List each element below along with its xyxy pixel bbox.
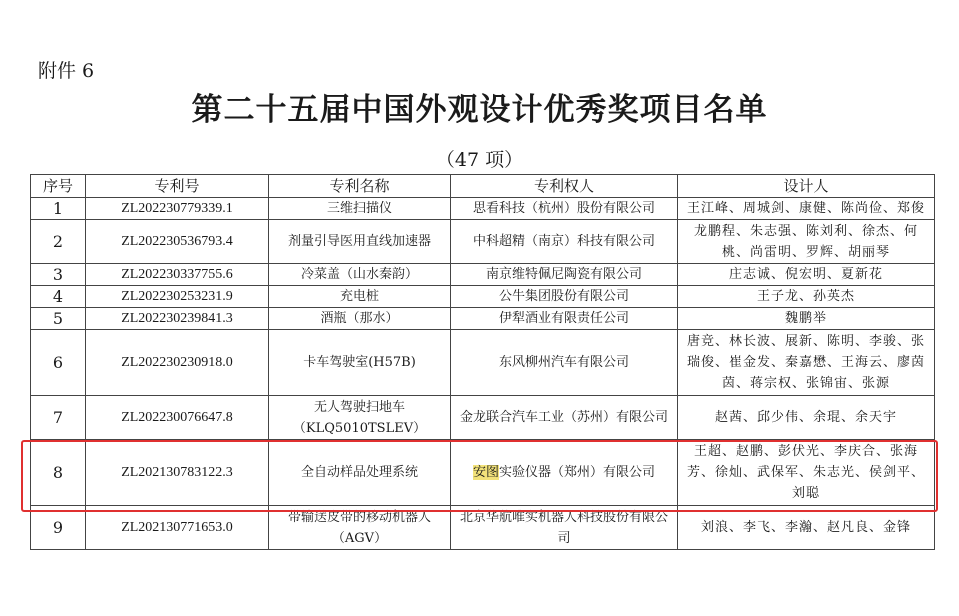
table-row [31, 286, 935, 308]
cell-patent-name: 卡车驾驶室(H57B) [269, 330, 451, 396]
header-patent-no: 专利号 [86, 175, 269, 198]
owner-text: 实验仪器（郑州）有限公司 [499, 465, 656, 480]
cell-patent-name: 充电桩 [269, 286, 451, 308]
cell-patent-no: ZL202230337755.6 [86, 264, 269, 286]
highlighted-text: 安图 [472, 465, 499, 480]
cell-owner: 中科超精（南京）科技有限公司 [451, 220, 678, 264]
cell-owner [451, 440, 678, 506]
cell-owner: 北京华航唯实机器人科技股份有限公司 [451, 506, 678, 550]
cell-owner: 金龙联合汽车工业（苏州）有限公司 [451, 396, 678, 440]
table-row [31, 198, 935, 220]
cell-owner: 思看科技（杭州）股份有限公司 [451, 198, 678, 220]
table-row [31, 396, 935, 440]
cell-seq: 2 [31, 220, 86, 264]
table-row [31, 308, 935, 330]
cell-seq: 1 [31, 198, 86, 220]
table-row [31, 264, 935, 286]
header-patent-name: 专利名称 [269, 175, 451, 198]
cell-designers: 唐竞、林长波、展新、陈明、李骏、张瑞俊、崔金发、秦嘉懋、王海云、廖茵茵、蒋宗权、张锦宙、张源 [678, 330, 935, 396]
cell-patent-name: 无人驾驶扫地车（KLQ5010TSLEV） [269, 396, 451, 440]
cell-patent-name: 三维扫描仪 [269, 198, 451, 220]
cell-patent-no: ZL202230239841.3 [86, 308, 269, 330]
item-count: （47 项） [435, 149, 524, 171]
cell-designers: 王江峰、周城剑、康健、陈尚俭、郑俊 [678, 198, 935, 220]
cell-patent-no: ZL202230536793.4 [86, 220, 269, 264]
cell-seq: 4 [31, 286, 86, 308]
cell-owner: 伊犁酒业有限责任公司 [451, 308, 678, 330]
cell-patent-no: ZL202230076647.8 [86, 396, 269, 440]
table-header-row [31, 175, 935, 198]
header-designers: 设计人 [678, 175, 935, 198]
cell-designers: 魏鹏举 [678, 308, 935, 330]
cell-patent-no: ZL202230779339.1 [86, 198, 269, 220]
cell-seq: 7 [31, 396, 86, 440]
cell-designers: 龙鹏程、朱志强、陈刘利、徐杰、何桃、尚雷明、罗辉、胡丽琴 [678, 220, 935, 264]
cell-seq: 9 [31, 506, 86, 550]
page-title: 第二十五届中国外观设计优秀奖项目名单 [191, 92, 768, 128]
cell-patent-name: 剂量引导医用直线加速器 [269, 220, 451, 264]
cell-patent-no: ZL202130783122.3 [86, 440, 269, 506]
cell-owner: 公牛集团股份有限公司 [451, 286, 678, 308]
cell-patent-no: ZL202130771653.0 [86, 506, 269, 550]
cell-designers: 王超、赵鹏、彭伏光、李庆合、张海芳、徐灿、武保军、朱志光、侯剑平、刘聪 [678, 440, 935, 506]
attachment-label: 附件 6 [38, 60, 95, 82]
cell-patent-name: 带输送皮带的移动机器人（AGV） [269, 506, 451, 550]
header-owner: 专利权人 [451, 175, 678, 198]
cell-patent-name: 冷菜盖（山水秦韵） [269, 264, 451, 286]
cell-seq: 6 [31, 330, 86, 396]
table-row [31, 440, 935, 506]
cell-patent-name: 酒瓶（那水） [269, 308, 451, 330]
cell-designers: 庄志诚、倪宏明、夏新花 [678, 264, 935, 286]
table-row [31, 330, 935, 396]
cell-designers: 刘浪、李飞、李瀚、赵凡良、金锋 [678, 506, 935, 550]
cell-owner: 南京维特佩尼陶瓷有限公司 [451, 264, 678, 286]
cell-owner: 东风柳州汽车有限公司 [451, 330, 678, 396]
cell-patent-no: ZL202230230918.0 [86, 330, 269, 396]
cell-patent-name: 全自动样品处理系统 [269, 440, 451, 506]
award-list-table [30, 174, 935, 550]
cell-designers: 赵茜、邱少伟、余琨、余天宇 [678, 396, 935, 440]
header-seq: 序号 [31, 175, 86, 198]
table-row [31, 506, 935, 550]
cell-seq: 3 [31, 264, 86, 286]
cell-seq: 5 [31, 308, 86, 330]
cell-patent-no: ZL202230253231.9 [86, 286, 269, 308]
cell-designers: 王子龙、孙英杰 [678, 286, 935, 308]
cell-seq: 8 [31, 440, 86, 506]
table-row [31, 220, 935, 264]
